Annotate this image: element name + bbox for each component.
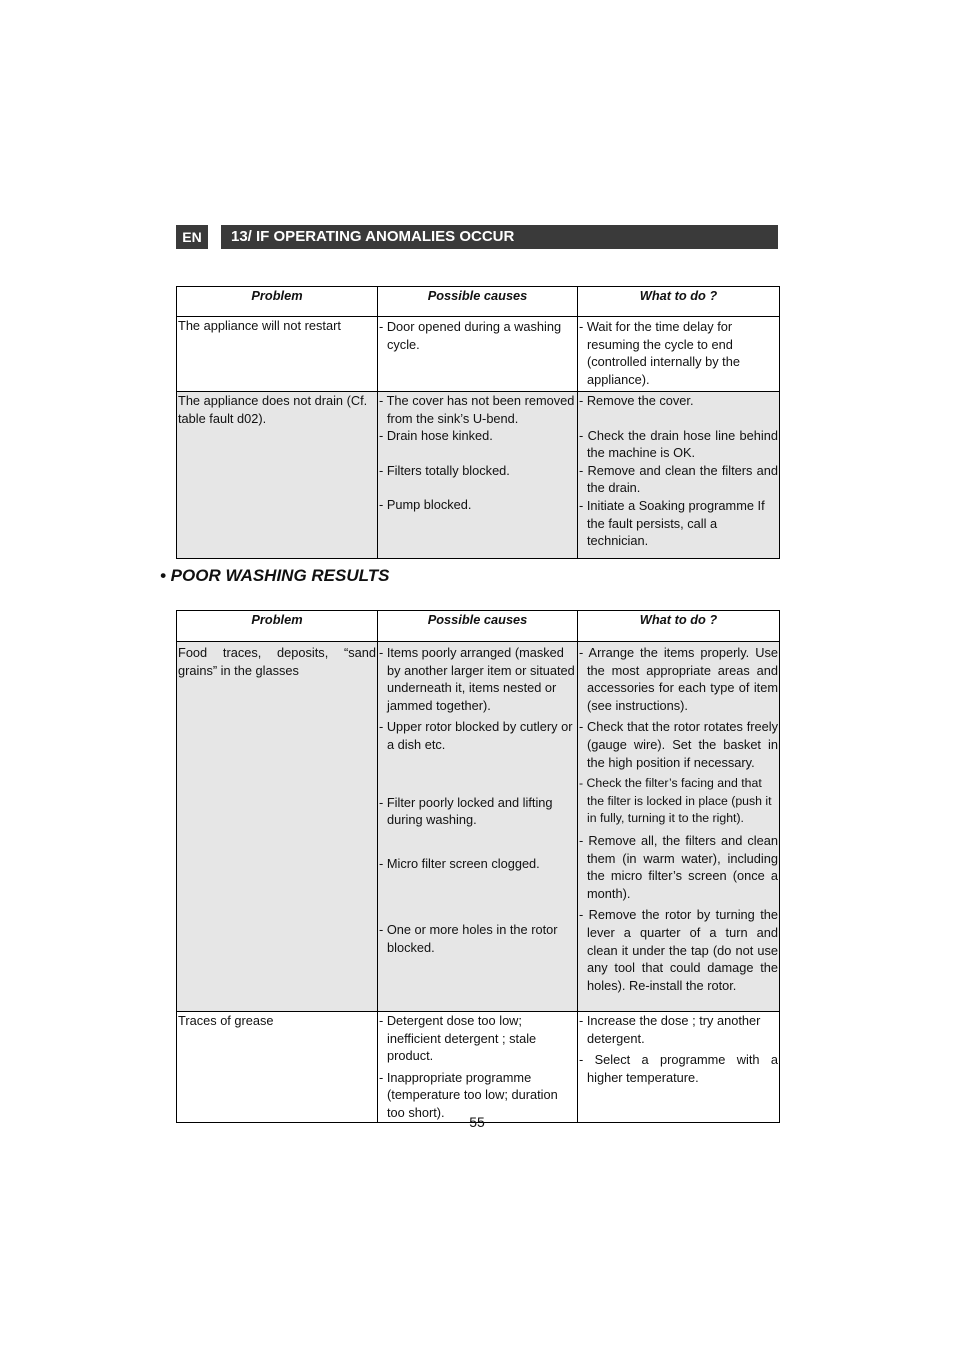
problem-cell: Traces of grease (177, 1012, 378, 1123)
cause-item: - One or more holes in the rotor blocked. (379, 922, 558, 955)
poor-washing-table (176, 610, 780, 1123)
todo-cell (578, 1012, 780, 1123)
column-header-todo: What to do ? (578, 611, 780, 642)
table-row (177, 642, 780, 1012)
todo-item: - Remove and clean the filters and the drain. (579, 462, 778, 496)
table-row (177, 392, 780, 559)
todo-item: - Check that the rotor rotates freely (gauge wire). Set the basket in the high position if necessary. (579, 719, 778, 770)
causes-cell (378, 317, 578, 392)
column-header-problem: Problem (177, 287, 378, 317)
causes-cell (378, 1012, 578, 1123)
cause-item: - Pump blocked. (379, 497, 472, 513)
causes-cell (378, 392, 578, 559)
todo-item: - Remove the rotor by turning the lever a quarter of a turn and clean it under the tap (do not use any tool that could damage the holes). Re-install the rotor. (579, 907, 778, 993)
todo-item: - Select a programme with a higher temperature. (579, 1052, 778, 1085)
page-number: 55 (469, 1114, 485, 1130)
cause-item: - Micro filter screen clogged. (379, 855, 540, 871)
todo-item: - Remove all, the filters and clean them (in warm water), including the micro filter’s screen (once a month). (579, 832, 778, 901)
column-header-todo: What to do ? (578, 287, 780, 317)
cause-item: - Drain hose kinked. (379, 428, 493, 444)
todo-cell (578, 392, 780, 559)
section-heading: 13/ IF OPERATING ANOMALIES OCCUR (221, 225, 778, 249)
column-header-causes: Possible causes (378, 287, 578, 317)
todo-item: - Check the drain hose line behind the machine is OK. (579, 427, 778, 461)
cause-item: - Detergent dose too low; inefficient detergent ; stale product. (379, 1013, 537, 1064)
problem-cell: Food traces, deposits, “sand grains” in the glasses (177, 642, 378, 1012)
table-header-row (177, 611, 780, 642)
anomalies-table (176, 286, 780, 559)
cause-item: - Items poorly arranged (masked by another larger item or situated underneath it, items nested or jammed together). (379, 645, 575, 713)
causes-cell (378, 642, 578, 1012)
todo-item: - Arrange the items properly. Use the most appropriate areas and accessories for each type of item (see instructions). (579, 645, 778, 713)
language-badge: EN (176, 225, 208, 249)
cause-item: - Door opened during a washing cycle. (379, 319, 562, 352)
todo-item: - Increase the dose ; try another detergent. (579, 1013, 761, 1046)
todo-item: - Remove the cover. (579, 393, 694, 408)
cause-item: - The cover has not been removed from the sink’s U-bend. (379, 393, 575, 426)
todo-item: - Wait for the time delay for resuming the cycle to end (controlled internally by the appliance). (579, 319, 740, 387)
poor-washing-results-heading: • POOR WASHING RESULTS (160, 566, 390, 585)
todo-item: - Check the filter’s facing and that the filter is locked in place (push it in fully, turning it to the right). (579, 776, 772, 826)
cause-item: - Filter poorly locked and lifting during washing. (379, 794, 553, 828)
cause-item: - Filters totally blocked. (379, 462, 510, 478)
cause-item: - Upper rotor blocked by cutlery or a dish etc. (379, 719, 573, 752)
problem-cell: The appliance does not drain (Cf. table fault d02). (177, 392, 378, 559)
column-header-problem: Problem (177, 611, 378, 642)
table-row (177, 1012, 780, 1123)
todo-cell (578, 317, 780, 392)
table-header-row (177, 287, 780, 317)
todo-item: - Initiate a Soaking programme If the fault persists, call a technician. (579, 497, 765, 549)
problem-cell: The appliance will not restart (177, 317, 378, 392)
cause-item: - Inappropriate programme (temperature too low; duration too short). (379, 1069, 558, 1120)
todo-cell (578, 642, 780, 1012)
table-row (177, 317, 780, 392)
column-header-causes: Possible causes (378, 611, 578, 642)
